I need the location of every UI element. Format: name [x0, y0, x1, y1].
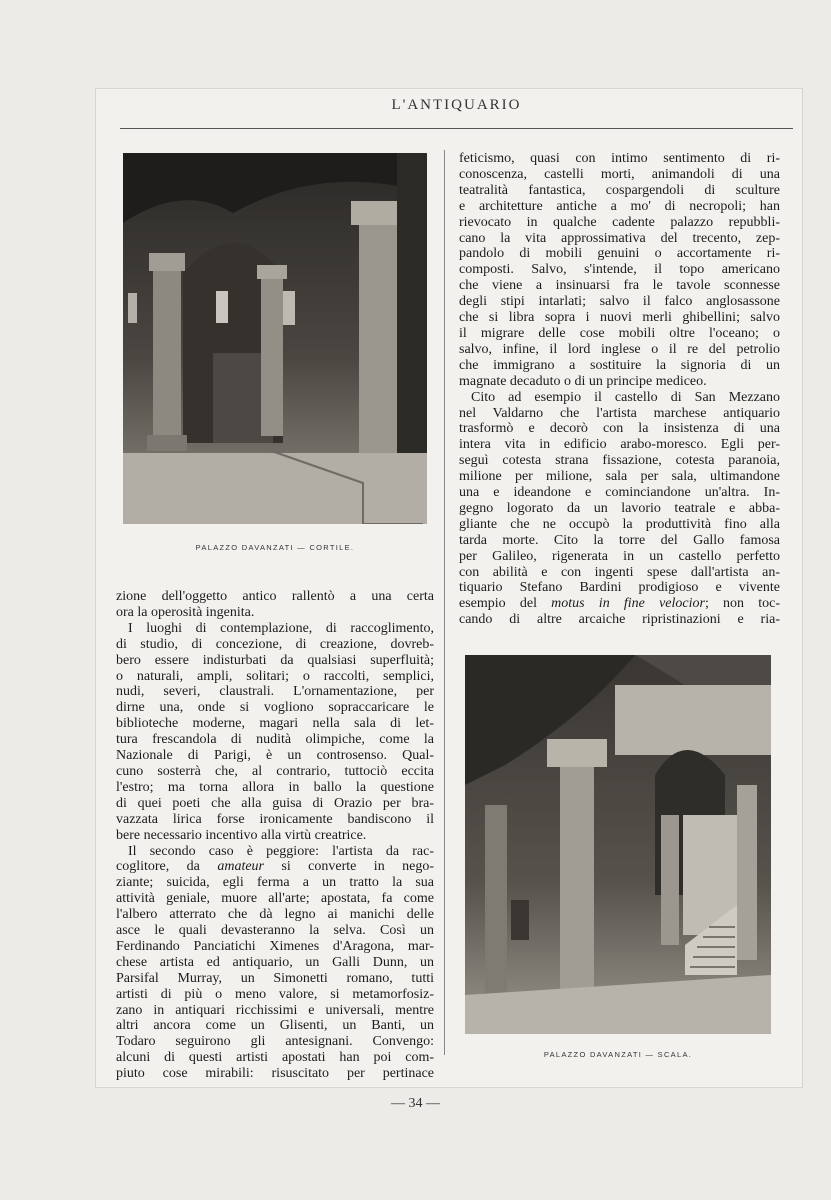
text-line: bere necessario incentivo alla virtù creatrice.: [116, 827, 367, 843]
text-line: dirne una, onde si vogliono sopraccaricare le: [116, 700, 434, 716]
caption-cortile: PALAZZO DAVANZATI — CORTILE.: [195, 543, 355, 552]
text-line: teatralità fantastica, cospargendoli di sculture: [459, 182, 780, 198]
text-line: milione per milione, sala per sala, ultimandone: [459, 469, 780, 485]
text-line: gegno logorato da un lavorio teatrale e abba-: [459, 500, 780, 516]
text-line: cando di altre arcaiche ripristinazioni e ria-: [459, 612, 780, 628]
text-line: zano in antiquari ricchissimi e universali, mentre: [116, 1002, 434, 1018]
text-line: Todaro seguirono gli antesignani. Convengo:: [116, 1034, 434, 1050]
text-line: cuno sosterrà che, al contrario, tuttociò eccita: [116, 763, 434, 779]
text-line: pandolo di mobili genuini o accortamente ri-: [459, 246, 780, 262]
running-header: L'ANTIQUARIO: [391, 97, 522, 113]
photo-cortile: [123, 153, 427, 524]
text-line: Il secondo caso è peggiore: l'artista da rac-: [128, 843, 434, 859]
text-line: rievocato in qualche cadente palazzo repubbli-: [459, 214, 780, 230]
text-line: cano la vita approssimativa del trecento, zep-: [459, 230, 780, 246]
text-line: attività geniale, muore all'arte; apostata, fa come: [116, 891, 434, 907]
italic-phrase: motus in fine velocior: [551, 596, 705, 612]
text-line: [116, 859, 434, 875]
text-line: tura frescandola di nudità olimpiche, come la: [116, 732, 434, 748]
text-line: I luoghi di contemplazione, di raccoglimento,: [128, 620, 434, 636]
text-line: trasformò e decorò con la insistenza di una: [459, 421, 780, 437]
text-line: una e ideandone e cominciandone un'altra. In-: [459, 485, 780, 501]
text-line: vazzata lirica forse ironicamente bandiscono il: [116, 811, 434, 827]
text-line: nudi, severi, claustrali. L'ornamentazione, per: [116, 684, 434, 700]
text-line: che viene a insinuarsi fra le tavole sconnesse: [459, 278, 780, 294]
text-line: che si libra sopra i nuovi merli ghibellini; salvo: [459, 310, 780, 326]
caption-scala: PALAZZO DAVANZATI — SCALA.: [543, 1050, 693, 1059]
text-line: nel Valdarno che l'artista marchese antiquario: [459, 405, 780, 421]
header-rule: [120, 128, 793, 129]
text-line: tarda morte. Cito la torre del Gallo famosa: [459, 532, 780, 548]
text-line: conoscenza, castelli morti, animandoli di una: [459, 166, 780, 182]
text-line: l'estro; ma torna allora in ballo la questione: [116, 779, 434, 795]
text-line: intera vita in edificio arabo-moresco. Egli per-: [459, 437, 780, 453]
text-line: Parsifal Murray, un Simonetti romano, tutti: [116, 970, 434, 986]
right-column-top-text: [459, 151, 780, 628]
left-column-text: [116, 589, 434, 1082]
text-line: che immigrano a sostituire la signoria di un: [459, 357, 780, 373]
text-line: di quei poeti che alla guisa di Orazio per bra-: [116, 795, 434, 811]
text-fragment: coglitore, da: [116, 859, 218, 875]
text-line: tiquario Stefano Bardini prodigioso e vivente: [459, 580, 780, 596]
italic-word: amateur: [217, 859, 264, 875]
text-line: [459, 596, 780, 612]
text-line: seguì cotesta strana fissazione, cotesta paranoia,: [459, 453, 780, 469]
text-line: biblioteche moderne, magari nella sala di let-: [116, 716, 434, 732]
text-line: altri ancora come un Glisenti, un Banti, un: [116, 1018, 434, 1034]
text-line: zione dell'oggetto antico rallentò a una certa: [116, 589, 434, 604]
text-line: salvo, infine, il lord inglese o il re del petrolio: [459, 341, 780, 357]
photo-scala: [465, 655, 771, 1034]
text-line: il migrare delle cose mobili oltre l'oceano; o: [459, 325, 780, 341]
text-line: l'albero atterrato che dà legno ai manichi delle: [116, 907, 434, 923]
text-line: o naturali, ampli, solitari; o raccolti, semplici,: [116, 668, 434, 684]
text-line: e architetture antiche a mo' di necropoli; han: [459, 198, 780, 214]
text-line: chese artista ed antiquario, un Galli Dunn, un: [116, 954, 434, 970]
text-line: feticismo, quasi con intimo sentimento di ri-: [459, 151, 780, 166]
text-line: asce le quali devasteranno la selva. Così un: [116, 923, 434, 939]
column-divider: [444, 150, 445, 1055]
text-line: gliante che ne occupò la produttività fino alla: [459, 516, 780, 532]
text-line: Ferdinando Panciatichi Ximenes d'Aragona, mar-: [116, 938, 434, 954]
text-line: con abilità e con ingenti spese dall'artista an-: [459, 564, 780, 580]
text-line: artisti di più o meno valore, si metamorfosiz-: [116, 986, 434, 1002]
text-line: bero essere indisturbati da qualsiasi superfluità;: [116, 652, 434, 668]
text-line: ziante; suicida, egli ferma a un tratto la sua: [116, 875, 434, 891]
text-line: magnate decaduto o di un principe mediceo.: [459, 373, 707, 389]
text-line: Nazionale di Parigi, è un controsenso. Qual-: [116, 748, 434, 764]
text-fragment: si converte in nego-: [264, 859, 434, 875]
page-number: — 34 —: [391, 1096, 440, 1111]
text-fragment: esempio del: [459, 596, 552, 612]
text-line: degli stipi intarlati; salvo il falco anglosassone: [459, 294, 780, 310]
text-line: alcuni di questi artisti apostati han poi com-: [116, 1050, 434, 1066]
text-line: composti. Salvo, s'intende, il topo americano: [459, 262, 780, 278]
text-line: piuto cose mirabili: risuscitato per pertinace: [116, 1066, 434, 1082]
text-line: di studio, di concezione, di creazione, dovreb-: [116, 636, 434, 652]
text-line: Cito ad esempio il castello di San Mezzano: [471, 389, 780, 405]
text-fragment: ; non toc-: [704, 596, 781, 612]
text-line: per Galileo, rigenerata in un castello perfetto: [459, 548, 780, 564]
text-line: ora la operosità ingenita.: [116, 604, 255, 620]
